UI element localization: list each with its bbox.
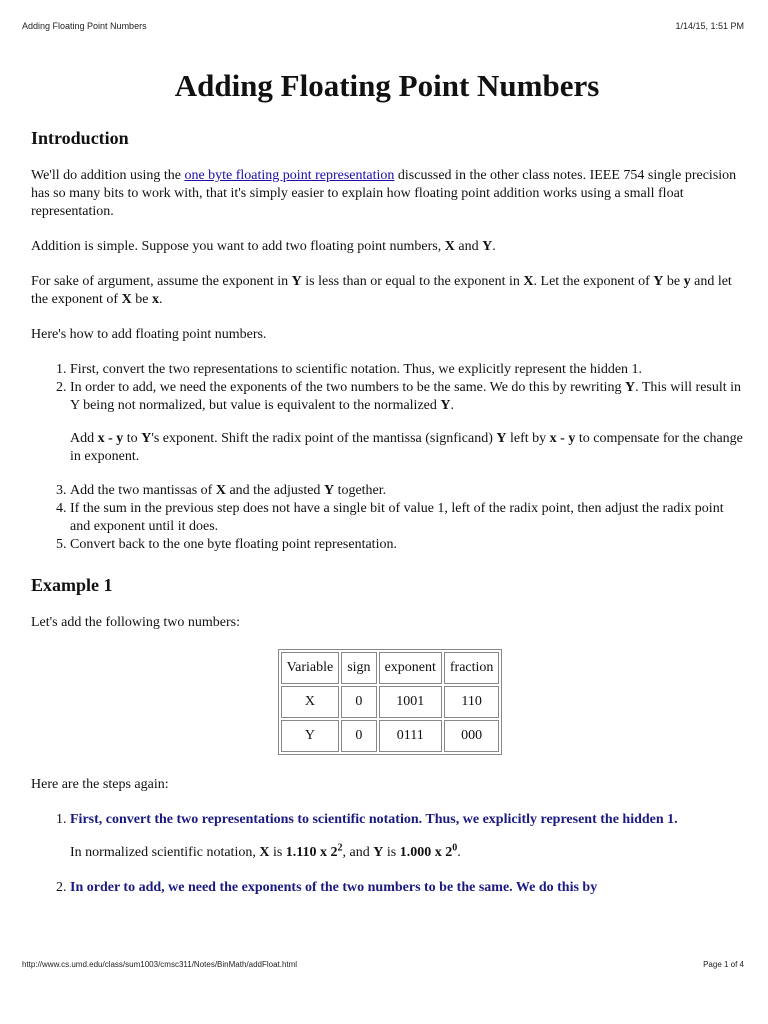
text: and — [454, 239, 483, 254]
steps-again-intro: Here are the steps again: — [31, 777, 169, 792]
example-table — [278, 649, 503, 755]
var-x: X — [215, 483, 226, 498]
table-cell: 0 — [341, 686, 376, 718]
var-y: Y — [440, 398, 451, 413]
text: Addition is simple. Suppose you want to add two floating point numbers, — [31, 239, 445, 254]
var-y-exp: y — [683, 274, 691, 289]
text: . This will result in Y being not normalized, but value is equivalent to the normalized — [70, 380, 742, 413]
print-header-timestamp: 1/14/15, 1:51 PM — [675, 21, 744, 31]
var-y: Y — [653, 274, 664, 289]
text: be — [663, 274, 684, 289]
intro-paragraph-1 — [31, 167, 743, 221]
table-row — [281, 720, 500, 752]
var-y: Y — [291, 274, 302, 289]
text: . Let the exponent of — [533, 274, 654, 289]
list-item: 1. First, convert the two representations to scientific notation. Thus, we explicitly represent the hidden 1. — [70, 361, 743, 379]
list-item — [70, 482, 743, 500]
intro-paragraph-2 — [31, 238, 743, 256]
text: be — [131, 292, 152, 307]
text: Add the two mantissas of — [70, 483, 216, 498]
text: , and — [342, 845, 374, 860]
table-header: sign — [341, 652, 376, 684]
print-footer-page: Page 1 of 4 — [703, 960, 744, 969]
intro-paragraph-3 — [31, 273, 743, 309]
text: Add — [70, 431, 98, 446]
table-cell: X — [281, 686, 340, 718]
list-item — [70, 879, 743, 897]
table-header: Variable — [281, 652, 340, 684]
var-x: X — [523, 274, 534, 289]
var-x: X — [444, 239, 455, 254]
text: . — [457, 845, 461, 860]
var-y: Y — [141, 431, 152, 446]
page-title: Adding Floating Point Numbers — [174, 68, 600, 103]
list-item — [70, 811, 743, 862]
text: and the adjusted — [225, 483, 324, 498]
table-row — [281, 686, 500, 718]
step-1-highlight: First, convert the two representations to scientific notation. Thus, we explicitly represent the hidden 1. — [70, 812, 678, 827]
text: . — [158, 292, 163, 307]
var-x-exp: x — [151, 292, 159, 307]
text: 1.110 x 2 — [285, 845, 338, 860]
table-cell: 110 — [444, 686, 500, 718]
text: to — [123, 431, 142, 446]
introduction-heading: Introduction — [31, 128, 129, 148]
exponent: 0 — [452, 842, 458, 854]
y-value — [399, 842, 458, 860]
text: . — [492, 239, 496, 254]
text: . — [450, 398, 455, 413]
text: left by — [506, 431, 550, 446]
print-footer-url: http://www.cs.umd.edu/class/sum1003/cmsc311/Notes/BinMath/addFloat.html — [22, 960, 298, 969]
list-item: 5. Convert back to the one byte floating point representation. — [70, 536, 743, 554]
var-x: X — [121, 292, 132, 307]
table-cell: 0111 — [379, 720, 442, 752]
text: together. — [334, 483, 387, 498]
example-table-wrapper — [31, 649, 743, 755]
step-2-highlight: In order to add, we need the exponents of the two numbers to be the same. We do this by — [70, 880, 598, 895]
var-y: Y — [624, 380, 636, 395]
var-y: Y — [496, 431, 507, 446]
text: discussed in the other class notes. IEEE 754 single precision has so many bits to work with, that it's simply easier to explain how floating point addition works using a small float representation. — [31, 168, 737, 219]
table-header: exponent — [379, 652, 442, 684]
text: In normalized scientific notation, — [70, 845, 260, 860]
text: For sake of argument, assume the exponent in — [31, 274, 292, 289]
var-x: X — [259, 845, 270, 860]
exponent: 2 — [337, 842, 343, 854]
var-y: Y — [323, 483, 335, 498]
text: is — [269, 845, 286, 860]
print-header-title: Adding Floating Point Numbers — [22, 21, 147, 31]
text: and let the exponent of — [31, 274, 732, 307]
one-byte-float-link[interactable]: one byte floating point representation — [184, 168, 395, 183]
list-item: 4. If the sum in the previous step does not have a single bit of value 1, left of the radix point, then adjust the radix point and exponent until it does. — [70, 500, 743, 536]
text: to compensate for the change in exponent. — [70, 431, 743, 464]
addition-steps-list — [31, 361, 743, 554]
example-1-intro: Let's add the following two numbers: — [31, 615, 240, 630]
intro-paragraph-4: Here's how to add floating point numbers. — [31, 327, 267, 342]
list-item — [70, 379, 743, 466]
var-y: Y — [482, 239, 493, 254]
page-content — [31, 60, 743, 917]
text: We'll do addition using the — [31, 168, 185, 183]
table-cell: 1001 — [379, 686, 442, 718]
step2-detail — [70, 430, 743, 466]
example-1-heading: Example 1 — [31, 575, 113, 595]
table-cell: 000 — [444, 720, 500, 752]
table-cell: 0 — [341, 720, 376, 752]
x-minus-y: x - y — [549, 431, 576, 446]
step-1-detail — [70, 844, 743, 862]
example-steps-list — [31, 811, 743, 897]
text: 's exponent. Shift the radix point of the mantissa (signficand) — [151, 431, 497, 446]
table-header: fraction — [444, 652, 500, 684]
var-y: Y — [373, 845, 384, 860]
text: is — [383, 845, 400, 860]
table-cell: Y — [281, 720, 340, 752]
text: In order to add, we need the exponents of the two numbers to be the same. We do this by rewriting — [70, 380, 625, 395]
text: is less than or equal to the exponent in — [301, 274, 524, 289]
text: 1.000 x 2 — [399, 845, 453, 860]
x-value — [285, 842, 343, 860]
table-header-row — [281, 652, 500, 684]
x-minus-y: x - y — [97, 431, 124, 446]
